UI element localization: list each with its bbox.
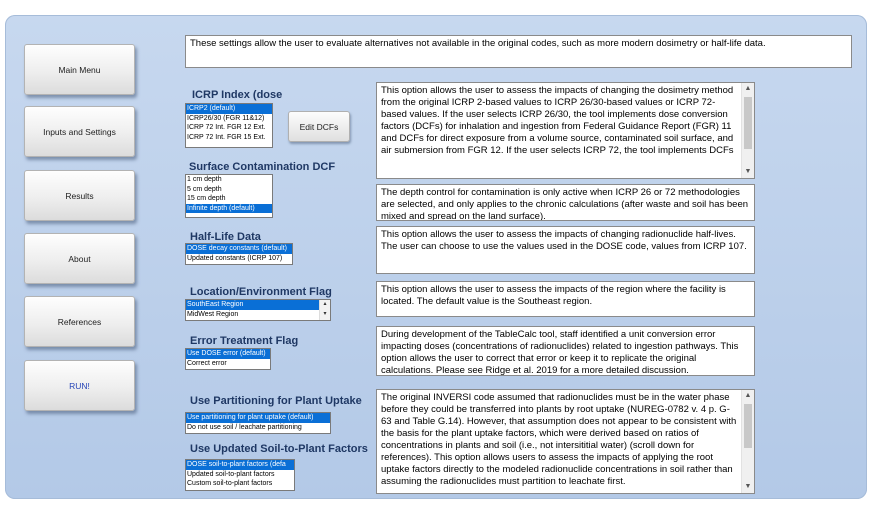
location-option[interactable]: MidWest Region — [187, 310, 239, 318]
main-menu-label: Main Menu — [58, 64, 101, 75]
location-description — [376, 281, 755, 317]
surface-option[interactable]: 5 cm depth — [187, 185, 222, 193]
partition-description-text: The original INVERSI code assumed that radionuclides must be in the water phase before they could be transferred into plants by root uptake (NUREG-0782 v. 4 p. G-63 and Table G.14). However, that assumption does not appear to be consistent with the basis for the plant uptake factors, which were derived based on ratios of concentrations in plants and soil (i.e., not intersititial water) (scroll down for references). This option allows users to assess the impacts of applying the root uptake factors directly to the modeled radionuclide concentrations in soil rather than assuming the radionuclides must partition to leachate first. — [381, 392, 737, 487]
scroll-up-icon[interactable]: ▲ — [744, 85, 752, 92]
chevron-up-icon[interactable]: ▴ — [323, 301, 327, 307]
references-label: References — [57, 316, 102, 327]
inputs-settings-button[interactable] — [24, 106, 135, 157]
halflife-listbox[interactable] — [185, 243, 293, 265]
chevron-down-icon[interactable]: ▾ — [323, 310, 327, 317]
halflife-heading: Half-Life Data — [190, 231, 261, 243]
surface-option[interactable]: 15 cm depth — [187, 195, 226, 202]
soilplant-option[interactable]: Custom soil-to-plant factors — [187, 480, 273, 487]
references-button[interactable] — [24, 296, 135, 347]
icrp-option[interactable]: ICRP26/30 (FGR 11&12) — [187, 114, 265, 122]
scroll-down-icon[interactable]: ▼ — [744, 168, 752, 175]
location-heading: Location/Environment Flag — [190, 286, 332, 298]
main-menu-button[interactable] — [24, 44, 135, 95]
halflife-description — [376, 226, 755, 274]
icrp-option[interactable]: ICRP2 (default) — [186, 104, 272, 114]
surface-heading: Surface Contamination DCF — [189, 161, 336, 173]
run-button[interactable] — [24, 360, 135, 411]
partition-heading: Use Partitioning for Plant Uptake — [190, 395, 362, 407]
error-description-text: During development of the TableCalc tool, staff identified a unit conversion error impacting doses (concentrations of radionuclides) related to ingestion pathways. This option allows the user to correct that error or keep it to replicate the original calculations. Please see Ridge et al. 2019 for a more detailed discussion. — [381, 329, 739, 376]
inputs-settings-label: Inputs and Settings — [43, 126, 116, 137]
scroll-up-icon[interactable]: ▲ — [744, 392, 752, 399]
edit-dcfs-label: Edit DCFs — [299, 121, 339, 132]
intro-textbox — [185, 35, 852, 68]
surface-description-text: The depth control for contamination is only active when ICRP 26 or 72 methodologies are selected, and only applies to the chronic calculations (after waste and soil has been mixed and spread on the land surface). — [381, 187, 749, 221]
error-heading: Error Treatment Flag — [190, 335, 299, 347]
error-description — [376, 326, 755, 376]
soilplant-option[interactable]: DOSE soil-to-plant factors (defa — [186, 460, 294, 470]
surface-listbox[interactable] — [185, 174, 273, 218]
location-description-text: This option allows the user to assess the impacts of the region where the facility is located. The default value is the Southeast region. — [381, 284, 726, 307]
surface-description — [376, 184, 755, 221]
halflife-description-text: This option allows the user to assess the impacts of changing radionuclide half-lives. The user can choose to use the values used in the DOSE code, values from ICRP 107. — [381, 229, 747, 252]
icrp-description[interactable] — [376, 82, 755, 179]
scroll-thumb[interactable] — [744, 404, 752, 448]
error-option[interactable]: Use DOSE error (default) — [186, 349, 270, 359]
error-listbox[interactable] — [185, 348, 271, 370]
edit-dcfs-button[interactable] — [288, 111, 350, 142]
icrp-option[interactable]: ICRP 72 Int. FGR 12 Ext. — [187, 124, 266, 131]
surface-option[interactable]: Infinite depth (default) — [186, 204, 272, 214]
halflife-option[interactable]: DOSE decay constants (default) — [186, 244, 292, 254]
about-button[interactable] — [24, 233, 135, 284]
error-option[interactable]: Correct error — [187, 359, 227, 367]
scroll-thumb[interactable] — [744, 97, 752, 149]
halflife-option[interactable]: Updated constants (ICRP 107) — [187, 254, 283, 262]
soilplant-heading: Use Updated Soil-to-Plant Factors — [190, 443, 368, 455]
icrp-scrollbar[interactable] — [741, 83, 754, 178]
location-spinner[interactable] — [319, 300, 330, 320]
run-label: RUN! — [69, 380, 90, 391]
scroll-down-icon[interactable]: ▼ — [744, 483, 752, 490]
results-button[interactable] — [24, 170, 135, 221]
icrp-heading: ICRP Index (dose — [192, 89, 283, 101]
icrp-listbox[interactable] — [185, 103, 273, 148]
icrp-description-text: This option allows the user to assess the impacts of changing the dosimetry method from the original ICRP 2-based values to ICRP 26/30-based values or ICRP 72-based values. If the user selects ICRP 26/30, the tool implements dose conversion factors (DCFs) for inhalation and ingestion from Federal Guidance Report (FGR) 11 and DCFs for direct exposure from a volume source, contaminated soil surface, and air submersion from FGR 12. If the user selects ICRP 72, the tool implements DCFs — [381, 85, 734, 156]
location-listbox[interactable] — [185, 299, 331, 321]
about-label: About — [68, 253, 91, 264]
partition-description[interactable] — [376, 389, 755, 494]
surface-option[interactable]: 1 cm depth — [187, 176, 222, 183]
location-option[interactable]: SouthEast Region — [186, 300, 319, 310]
partition-scrollbar[interactable] — [741, 390, 754, 493]
soilplant-option[interactable]: Updated soil-to-plant factors — [187, 470, 275, 478]
soilplant-listbox[interactable] — [185, 459, 295, 491]
results-label: Results — [65, 190, 94, 201]
intro-text: These settings allow the user to evaluate alternatives not available in the original codes, such as more modern dosimetry or half-life data. — [190, 38, 766, 49]
partition-option[interactable]: Do not use soil / leachate partitioning — [187, 423, 302, 431]
partition-option[interactable]: Use partitioning for plant uptake (default) — [186, 413, 330, 423]
icrp-option[interactable]: ICRP 72 Int. FGR 15 Ext. — [187, 133, 266, 141]
partition-listbox[interactable] — [185, 412, 331, 434]
